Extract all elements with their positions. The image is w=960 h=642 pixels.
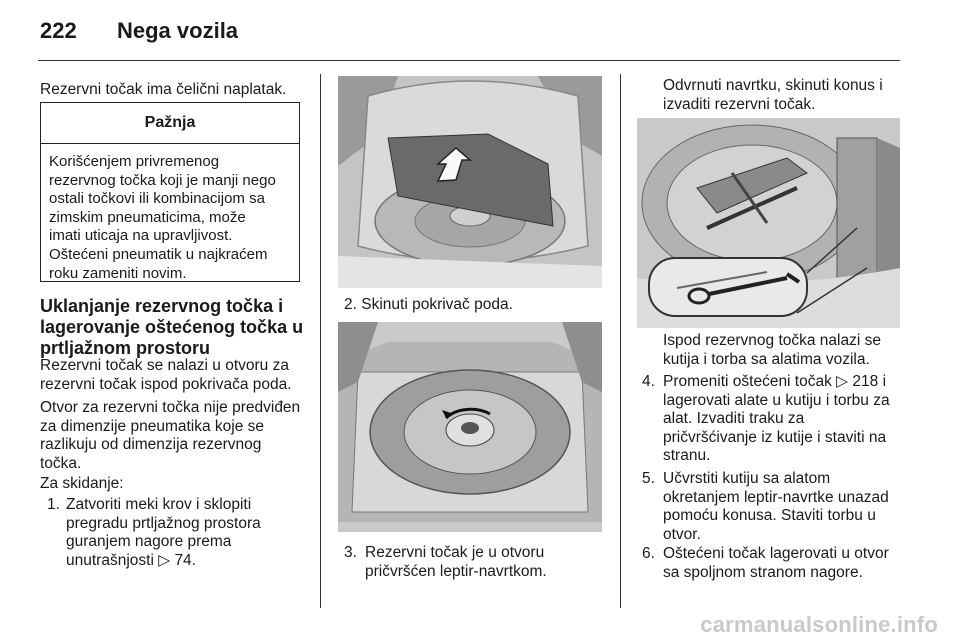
step-3 <box>344 544 614 581</box>
notice-title: Pažnja <box>41 103 299 144</box>
text-line: Zatvoriti meki krov i sklopiti <box>66 496 252 513</box>
paragraph-2 <box>40 399 300 473</box>
text-line: otvor. <box>663 525 701 543</box>
text-line: kutija i torba sa alatima vozila. <box>663 350 870 368</box>
text-line: lagerovati alate u kutiju i torbu za <box>663 391 890 409</box>
paragraph-1 <box>40 357 292 394</box>
notice-line: Oštećeni pneumatik u najkraćem <box>49 245 268 263</box>
page-number: 222 <box>40 18 77 43</box>
page-reference-icon: ▷ <box>836 373 849 390</box>
step-4 <box>640 373 902 466</box>
tool-kit-illustration <box>637 118 900 328</box>
watermark: carmanualsonline.info <box>700 612 938 637</box>
tool-note <box>663 332 881 369</box>
step-number: 6. <box>642 545 655 562</box>
notice-line: rezervnog točka koji je manji nego <box>49 171 276 189</box>
text-line: za dimenzije pneumatika koje se <box>40 417 265 435</box>
text-line: Oštećeni točak lagerovati u otvor <box>663 545 889 562</box>
heading-line: Uklanjanje rezervnog točka i <box>40 296 284 316</box>
step-text: Skinuti pokrivač poda. <box>361 296 513 313</box>
text-line <box>663 373 902 392</box>
paragraph-3: Za skidanje: <box>40 475 124 492</box>
notice-line: roku zameniti novim. <box>49 264 187 282</box>
text-line: izvaditi rezervni točak. <box>663 95 816 113</box>
text-line: sa spoljnom stranom nagore. <box>663 563 863 581</box>
text-line: Otvor za rezervni točka nije predviđen <box>40 399 301 416</box>
notice-box <box>40 102 300 282</box>
notice-body <box>41 144 299 283</box>
step-number: 2. <box>344 296 357 313</box>
text-line: stranu. <box>663 447 711 464</box>
spare-wheel-illustration <box>338 322 602 532</box>
text-line: pomoću konusa. Staviti torbu u <box>663 507 876 524</box>
notice-line: ostali točkovi ili kombinacijom sa <box>49 190 265 208</box>
page-reference: 74. <box>174 551 196 569</box>
text-line: Rezervni točak je u otvoru <box>365 544 545 561</box>
text-line: pregradu prtljažnog prostora <box>66 514 261 532</box>
text-line <box>66 552 315 571</box>
text-line: guranjem nagore prema <box>66 533 232 550</box>
step-6 <box>640 545 902 582</box>
notice-line: imati uticaja na upravljivost. <box>49 227 233 245</box>
intro-text: Rezervni točak ima čelični naplatak. <box>40 81 287 98</box>
page-reference: 218 i <box>852 373 887 390</box>
text-segment: Promeniti oštećeni točak <box>663 373 832 390</box>
column-divider-1 <box>320 74 321 608</box>
text-line: okretanjem leptir-navrtke unazad <box>663 488 889 506</box>
text-line: Učvrstiti kutiju sa alatom <box>663 470 831 487</box>
text-line: točka. <box>40 454 82 472</box>
continued-text <box>663 77 883 114</box>
page-title: Nega vozila <box>117 18 239 43</box>
text-line: pričvršćivanje iz kutije i staviti na <box>663 428 887 446</box>
step-1 <box>40 496 315 570</box>
text-line: rezervni točak ispod pokrivača poda. <box>40 375 292 393</box>
text-line: razlikuju od dimenzija rezervnog <box>40 436 262 453</box>
text-line: alat. Izvaditi traku za <box>663 410 805 427</box>
page-reference-icon: ▷ <box>158 551 171 569</box>
text-line: Odvrnuti navrtku, skinuti konus i <box>663 77 883 94</box>
step-5 <box>640 470 902 544</box>
text-line: Ispod rezervnog točka nalazi se <box>663 332 881 349</box>
step-number: 1. <box>47 496 60 513</box>
step-number: 4. <box>642 373 655 390</box>
step-2 <box>344 296 513 315</box>
step-number: 3. <box>344 544 357 561</box>
column-divider-2 <box>620 74 621 608</box>
header-rule <box>38 60 900 61</box>
notice-line: Korišćenjem privremenog <box>49 153 220 170</box>
heading-line: prtljažnom prostoru <box>40 338 210 358</box>
text-segment: unutrašnjosti <box>66 551 154 569</box>
text-line: Rezervni točak se nalazi u otvoru za <box>40 357 289 374</box>
step-number: 5. <box>642 470 655 487</box>
section-heading <box>40 296 310 359</box>
notice-line: zimskim pneumaticima, može <box>49 208 246 226</box>
heading-line: lagerovanje oštećenog točka u <box>40 317 304 337</box>
trunk-cover-illustration <box>338 76 602 288</box>
text-line: pričvršćen leptir-navrtkom. <box>365 562 547 580</box>
